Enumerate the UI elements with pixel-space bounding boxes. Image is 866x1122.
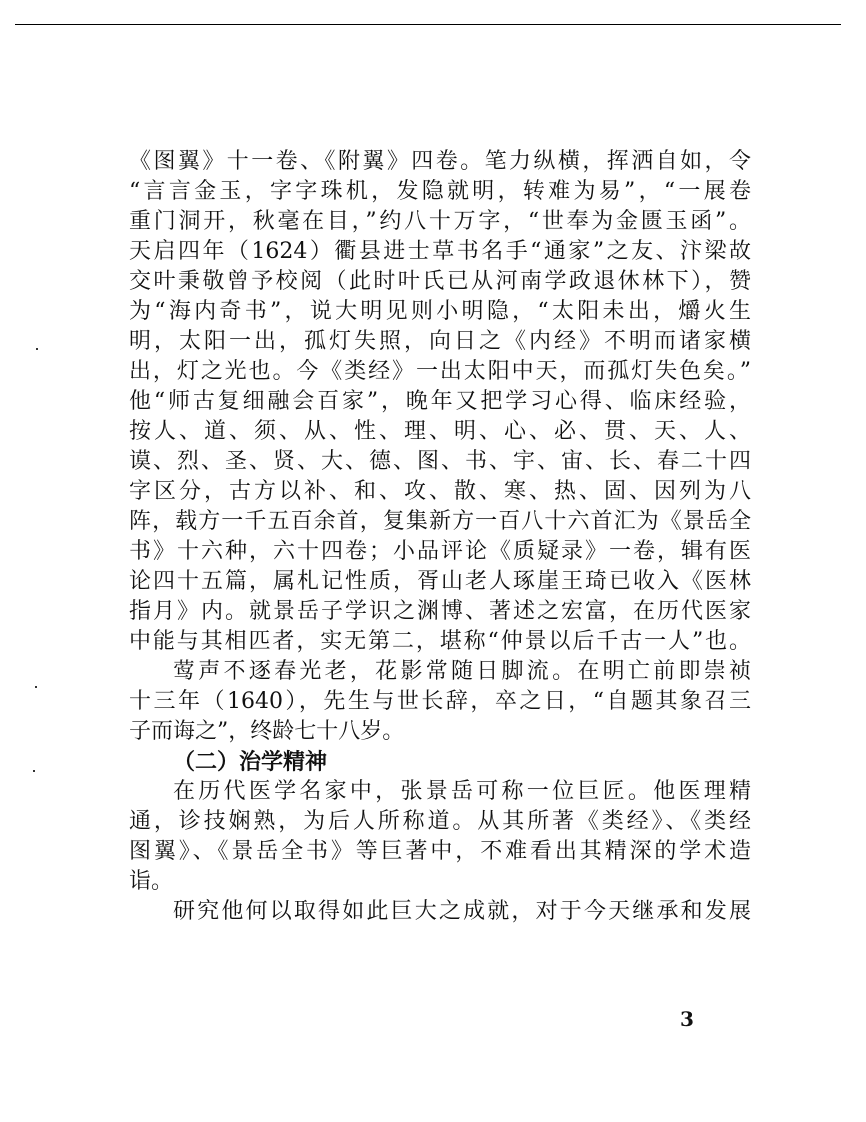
text-line: 图翼》、《景岳全书》等巨著中，不难看出其精深的学术造	[129, 839, 751, 864]
text-line: 天启四年（1624）衢县进士草书名手“通家”之友、汴梁故	[129, 239, 751, 264]
text-line: 出，灯之光也。今《类经》一出太阳中天，而孤灯失色矣。”	[129, 359, 751, 384]
header-rule	[15, 24, 841, 25]
page-number: 3	[680, 1007, 694, 1031]
paragraph-start-line: 研究他何以取得如此巨大之成就，对于今天继承和发展	[173, 899, 751, 924]
text-line: 重门洞开，秋毫在目，”约八十万字，“世奉为金匮玉函”。	[129, 209, 751, 234]
text-line: “言言金玉，字字珠机，发隐就明，转难为易”，“一展卷	[129, 179, 751, 204]
text-line: 指月》内。就景岳子学识之渊博、著述之宏富，在历代医家	[129, 599, 751, 624]
section-heading: （二）治学精神	[173, 749, 328, 775]
text-line: 为“海内奇书”，说大明见则小明隐，“太阳未出，爝火生	[129, 299, 751, 324]
text-line: 书》十六种，六十四卷；小品评论《质疑录》一卷，辑有医	[129, 539, 751, 564]
text-line: 十三年（1640），先生与世长辞，卒之日，“自题其象召三	[129, 689, 751, 714]
text-line: 明，太阳一出，孤灯失照，向日之《内经》不明而诸家横	[129, 329, 751, 354]
text-line: 交叶秉敬曾予校阅（此时叶氏已从河南学政退休林下），赞	[129, 269, 751, 294]
text-line: 按人、道、须、从、性、理、明、心、必、贯、天、人、	[129, 419, 751, 444]
text-line: 通，诊技娴熟，为后人所称道。从其所著《类经》、《类经	[129, 809, 751, 834]
paragraph-end-line: 诣。	[129, 869, 174, 894]
page-body	[129, 147, 751, 927]
text-line: 《图翼》十一卷、《附翼》四卷。笔力纵横，挥洒自如，令	[129, 149, 751, 174]
scan-speck	[35, 686, 37, 688]
paragraph-end-line: 子而诲之”，终龄七十八岁。	[129, 719, 405, 744]
paragraph-start-line: 莺声不逐春光老，花影常随日脚流。在明亡前即崇祯	[173, 659, 751, 684]
scan-speck	[33, 770, 35, 772]
text-line: 阵，载方一千五百余首，复集新方一百八十六首汇为《景岳全	[129, 509, 751, 534]
text-line: 他“师古复细融会百家”，晚年又把学习心得、临床经验，	[129, 389, 751, 414]
text-line: 谟、烈、圣、贤、大、德、图、书、宇、宙、长、春二十四	[129, 449, 751, 474]
text-line: 字区分，古方以补、和、攻、散、寒、热、固、因列为八	[129, 479, 751, 504]
text-line: 论四十五篇，属札记性质，胥山老人琢崖王琦已收入《医林	[129, 569, 751, 594]
scan-speck	[36, 348, 38, 350]
paragraph-start-line: 在历代医学名家中，张景岳可称一位巨匠。他医理精	[173, 779, 751, 804]
text-line: 中能与其相匹者，实无第二，堪称“仲景以后千古一人”也。	[129, 629, 751, 654]
